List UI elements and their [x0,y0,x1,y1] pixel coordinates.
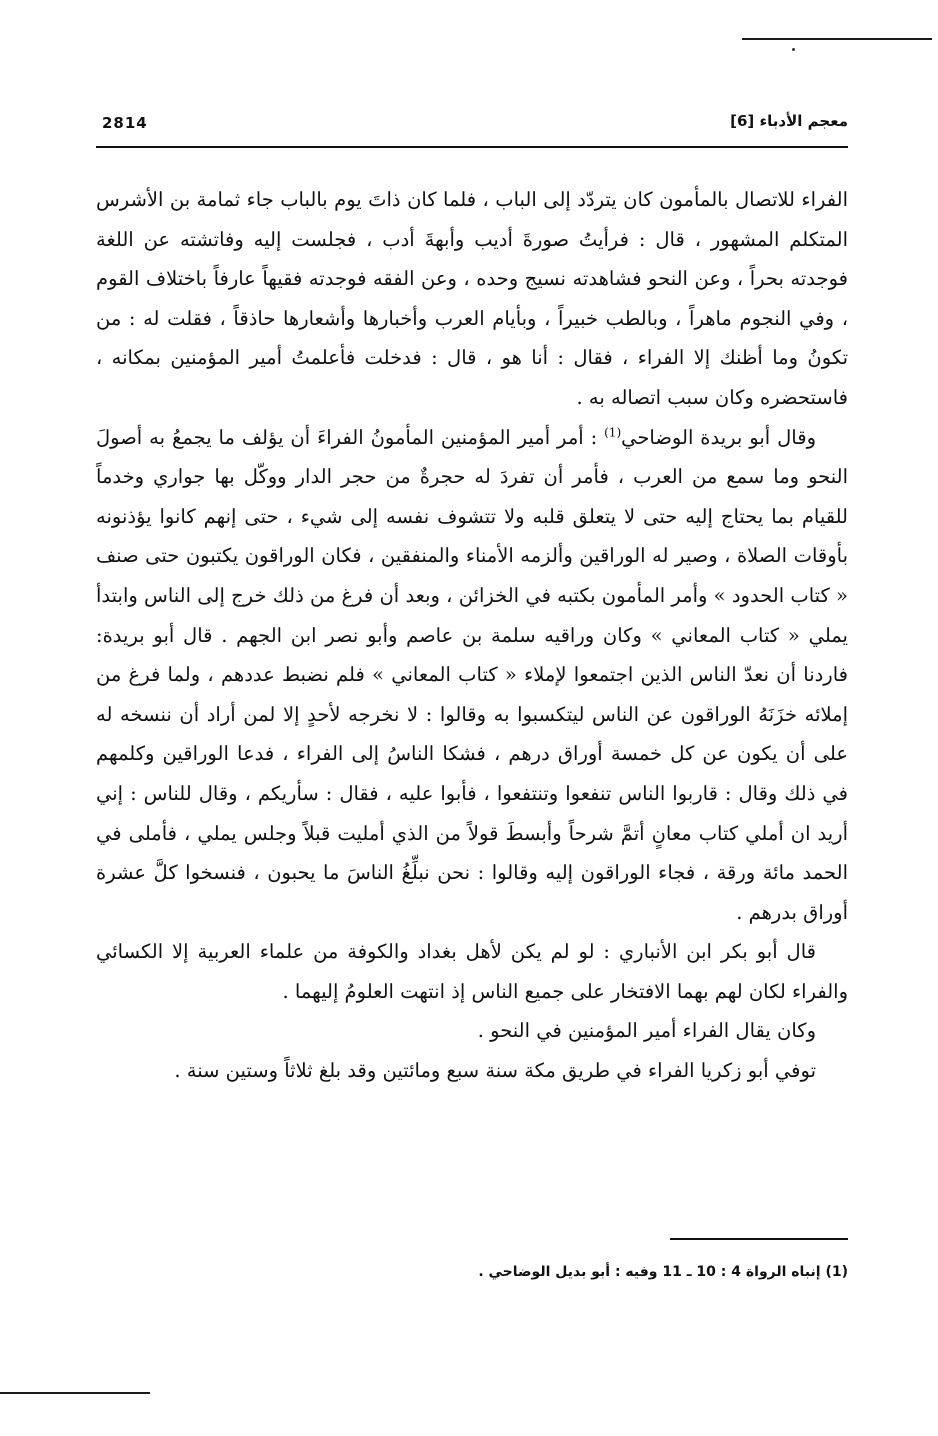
paragraph-3: قال أبو بكر ابن الأنباري : لو لم يكن لأهل بغداد والكوفة من علماء العربية إلا الكسائي والفراء لكان لهم بهما الافتخار على جميع الناس إذ انتهت العلومُ إليهما . [96,940,848,1003]
header-rule [96,146,848,148]
footnote-reference: (1) [604,425,622,440]
footnote-rule [670,1238,848,1240]
paragraph-2 [96,418,848,933]
scan-edge-line-bottom [0,1392,150,1394]
paragraph-2-start: وقال أبو بريدة الوضاحي [621,425,816,449]
main-text [96,180,848,1091]
paragraph-4: وكان يقال الفراء أمير المؤمنين في النحو . [477,1019,816,1043]
page-number: 2814 [102,114,148,132]
scan-edge-line-top [742,38,932,40]
paragraph-2-rest: : أمر أمير المؤمنين المأمونُ الفراءَ أن يؤلف ما يجمعُ به أصولَ النحو وما سمع من العرب ، فأمر أن تفردَ له حجرةٌ من حجر الدار ووكّل بها جواري وخدماً للقيام بما يحتاج إليه حتى لا يتعلق قلبه ولا تتشوف نفسه إلى شيء ، حتى إنهم كانوا يؤذنونه بأوقات الصلاة ، وصير له الوراقين وألزمه الأمناء والمنفقين ، فكان الوراقون يكتبون حتى صنف « كتاب الحدود » وأمر المأمون بكتبه في الخزائن ، وبعد أن فرغ من ذلك خرج إلى الناس وابتدأ يملي « كتاب المعاني » وكان وراقيه سلمة بن عاصم وأبو نصر ابن الجهم . قال أبو بريدة: فاردنا أن نعدّ الناس الذين اجتمعوا لإملاء « كتاب المعاني » فلم نضبط عددهم ، ولما فرغ من إملائه خزَنَهُ الوراقون عن الناس ليتكسبوا به وقالوا : لا نخرجه لأحدٍ إلا لمن أراد أن ننسخه له على أن يكون عن كل خمسة أوراق درهم ، فشكا الناسُ إلى الفراء ، فدعا الوراقين وكلمهم في ذلك وقال : قاربوا الناس تنفعوا وتنتفعوا ، فأبوا عليه ، فقال : سأريكم ، وقال للناس : إني أريد ان أملي كتاب معانٍ أتمَّ شرحاً وأبسطَ قولاً من الذي أمليت قبلاً وجلس يملي ، فأملى في الحمد مائة ورقة ، فجاء الوراقون إليه وقالوا : نحن نبلِّغُ الناسَ ما يحبون ، فنسخوا كلَّ عشرة أوراق بدرهم . [96,425,848,924]
paragraph-5: توفي أبو زكريا الفراء في طريق مكة سنة سبع ومائتين وقد بلغ ثلاثاً وستين سنة . [174,1059,816,1083]
page-header [96,110,848,140]
footnote: (1) إنباه الرواة 4 : 10 ـ 11 وفيه : أبو بديل الوضاحي . [478,1264,848,1280]
paragraph-1: الفراء للاتصال بالمأمون كان يتردّد إلى الباب ، فلما كان ذاتَ يوم بالباب جاء ثمامة بن الأشرس المتكلم المشهور ، قال : فرأيتُ صورةَ أديب وأبهةَ أدب ، فجلست إليه وفاتشته عن اللغة فوجدته بحراً ، وعن النحو فشاهدته نسيج وحده ، وعن الفقه فوجدته فقيهاً عارفاً باختلاف القوم ، وفي النجوم ماهراً ، وبالطب خبيراً ، وبأيام العرب وأخبارها وأشعارها حاذقاً ، فقلت له : من تكونُ وما أظنك إلا الفراء ، فقال : أنا هو ، قال : فدخلت فأعلمتُ أمير المؤمنين بمكانه ، فاستحضره وكان سبب اتصاله به . [96,188,848,409]
scan-speck [792,48,795,51]
running-title: معجم الأدباء [6] [730,112,848,130]
